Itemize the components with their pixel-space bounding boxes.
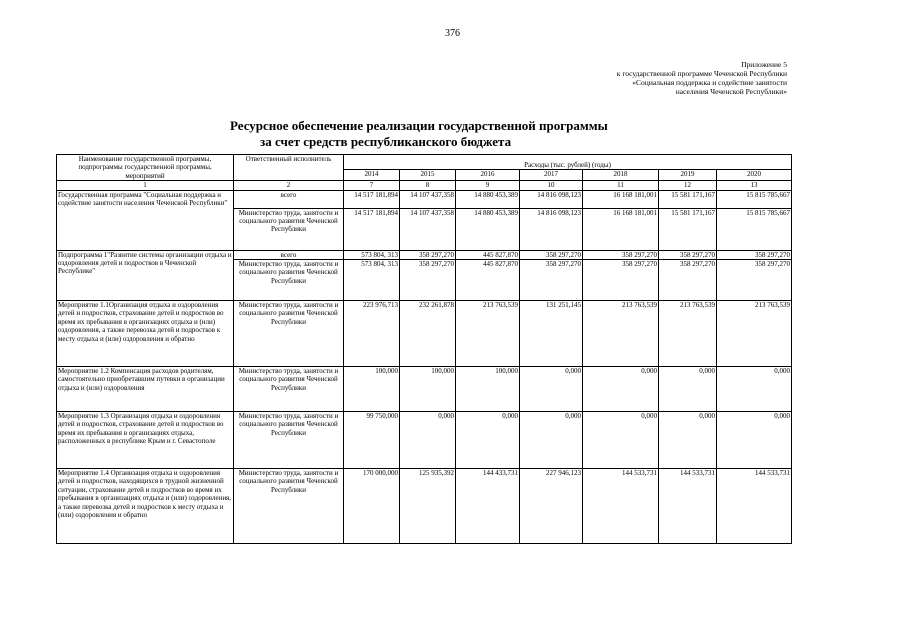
row-value-2019: 15 581 171,167	[659, 190, 717, 208]
row-value-2018: 16 168 181,001	[583, 208, 659, 250]
table-row	[57, 412, 792, 469]
row-value-2020: 0,000	[717, 412, 792, 469]
row-value-2015: 232 261,878	[400, 301, 456, 367]
column-number: 1	[57, 181, 234, 190]
row-value-2018: 358 297,270	[583, 250, 659, 259]
row-value-2017: 0,000	[520, 367, 583, 412]
document-title	[230, 118, 608, 150]
row-value-2015: 358 297,270	[400, 250, 456, 259]
row-program-name: Мероприятие 1.1Организация отдыха и оздоровления детей и подростков, страхование детей и подростков во время их пребывания в организациях отдыха и (или) оздоровления, а также перевозка детей и подростков к месту отдыха и (или) оздоровления и обратно	[57, 301, 234, 367]
header-year: 2020	[717, 170, 792, 181]
row-value-2019: 144 533,731	[659, 469, 717, 544]
column-number: 7	[344, 181, 400, 190]
row-value-2016: 100,000	[456, 367, 520, 412]
row-value-2019: 15 581 171,167	[659, 208, 717, 250]
row-program-name: Мероприятие 1.3 Организация отдыха и оздоровления детей и подростков, страхование детей и подростков во время их пребывания в организациях отдыха, расположенных в республике Крым и г. Севастополе	[57, 412, 234, 469]
appendix-line: населения Чеченской Республики»	[675, 87, 787, 96]
row-value-2020: 0,000	[717, 367, 792, 412]
appendix-note	[527, 60, 787, 96]
row-value-2019: 0,000	[659, 412, 717, 469]
row-executor: всего	[234, 190, 344, 208]
row-value-2014: 14 517 181,894	[344, 208, 400, 250]
header-year: 2018	[583, 170, 659, 181]
header-expenses: Расходы (тыс. рублей) (годы)	[344, 155, 792, 170]
row-value-2014: 170 000,000	[344, 469, 400, 544]
row-executor: Министерство труда, занятости и социального развития Чеченской Республики	[234, 367, 344, 412]
header-year: 2016	[456, 170, 520, 181]
row-value-2017: 227 946,123	[520, 469, 583, 544]
table-row	[57, 469, 792, 544]
row-value-2020: 15 815 785,667	[717, 190, 792, 208]
row-value-2019: 213 763,539	[659, 301, 717, 367]
row-value-2018: 144 533,731	[583, 469, 659, 544]
row-value-2014: 573 804, 313	[344, 260, 400, 301]
row-value-2020: 213 763,539	[717, 301, 792, 367]
row-value-2015: 125 935,392	[400, 469, 456, 544]
row-value-2019: 358 297,270	[659, 260, 717, 301]
row-value-2018: 16 168 181,001	[583, 190, 659, 208]
row-value-2018: 213 763,539	[583, 301, 659, 367]
row-program-name: Государственная программа "Социальная поддержка и содействие занятости населения Чеченской Республики"	[57, 190, 234, 250]
column-number: 2	[234, 181, 344, 190]
page-number: 376	[445, 28, 460, 39]
header-year: 2019	[659, 170, 717, 181]
row-value-2017: 0,000	[520, 412, 583, 469]
row-value-2014: 223 976,713	[344, 301, 400, 367]
row-value-2017: 131 251,145	[520, 301, 583, 367]
column-number: 8	[400, 181, 456, 190]
row-value-2014: 99 750,000	[344, 412, 400, 469]
row-value-2018: 0,000	[583, 412, 659, 469]
header-executor: Ответственный исполнитель	[234, 155, 344, 181]
row-value-2017: 358 297,270	[520, 250, 583, 259]
row-program-name: Мероприятие 1.2 Компенсация расходов родителям, самостоятельно приобретавшим путевки в организации отдыха и (или) оздоровления	[57, 367, 234, 412]
row-value-2016: 14 880 453,389	[456, 208, 520, 250]
header-year: 2017	[520, 170, 583, 181]
row-executor: Министерство труда, занятости и социального развития Чеченской Республики	[234, 301, 344, 367]
row-value-2015: 100,000	[400, 367, 456, 412]
row-value-2016: 0,000	[456, 412, 520, 469]
budget-table	[56, 154, 792, 544]
table-row	[57, 190, 792, 208]
header-year: 2015	[400, 170, 456, 181]
column-number: 12	[659, 181, 717, 190]
table-row	[57, 250, 792, 259]
table-row	[57, 301, 792, 367]
row-value-2020: 144 533,731	[717, 469, 792, 544]
row-executor: всего	[234, 250, 344, 259]
column-number: 13	[717, 181, 792, 190]
appendix-line: Приложение 5	[741, 60, 787, 69]
row-value-2018: 0,000	[583, 367, 659, 412]
table-row	[57, 367, 792, 412]
row-value-2016: 445 827,870	[456, 250, 520, 259]
column-number: 11	[583, 181, 659, 190]
row-value-2016: 14 880 453,389	[456, 190, 520, 208]
appendix-line: к государственной программе Чеченской Республики	[616, 69, 787, 78]
row-executor: Министерство труда, занятости и социального развития Чеченской Республики	[234, 260, 344, 301]
row-value-2020: 358 297,270	[717, 250, 792, 259]
row-value-2015: 0,000	[400, 412, 456, 469]
row-value-2014: 14 517 181,894	[344, 190, 400, 208]
row-value-2015: 14 107 437,358	[400, 208, 456, 250]
row-value-2019: 358 297,270	[659, 250, 717, 259]
header-year: 2014	[344, 170, 400, 181]
title-line-2: за счет средств республиканского бюджета	[260, 134, 512, 149]
row-value-2020: 15 815 785,667	[717, 208, 792, 250]
row-value-2017: 14 816 098,123	[520, 208, 583, 250]
row-executor: Министерство труда, занятости и социального развития Чеченской Республики	[234, 469, 344, 544]
row-program-name: Мероприятие 1.4 Организация отдыха и оздоровления детей и подростков, находящихся в трудной жизненной ситуации, страхование детей и подростков во время их пребывания в организациях отдыха и (или) оздоровления, а также перевозка детей и подростков к месту отдыха и (или) оздоровления и обратно	[57, 469, 234, 544]
row-value-2017: 14 816 098,123	[520, 190, 583, 208]
row-value-2018: 358 297,270	[583, 260, 659, 301]
title-line-1: Ресурсное обеспечение реализации государственной программы	[230, 118, 608, 133]
row-value-2016: 445 827,870	[456, 260, 520, 301]
row-program-name: Подпрограмма 1"Развитие системы организации отдыха и оздоровления детей и подростков в Чеченской Республике"	[57, 250, 234, 300]
row-value-2014: 573 804, 313	[344, 250, 400, 259]
row-value-2016: 213 763,539	[456, 301, 520, 367]
row-executor: Министерство труда, занятости и социального развития Чеченской Республики	[234, 208, 344, 250]
row-value-2014: 100,000	[344, 367, 400, 412]
row-value-2020: 358 297,270	[717, 260, 792, 301]
header-program-name: Наименование государственной программы, подпрограммы государственной программы, мероприятий	[57, 155, 234, 181]
row-value-2017: 358 297,270	[520, 260, 583, 301]
row-executor: Министерство труда, занятости и социального развития Чеченской Республики	[234, 412, 344, 469]
column-number: 10	[520, 181, 583, 190]
appendix-line: «Социальная поддержка и содействие занятости	[632, 78, 787, 87]
column-number: 9	[456, 181, 520, 190]
row-value-2016: 144 433,731	[456, 469, 520, 544]
row-value-2019: 0,000	[659, 367, 717, 412]
row-value-2015: 358 297,270	[400, 260, 456, 301]
row-value-2015: 14 107 437,358	[400, 190, 456, 208]
